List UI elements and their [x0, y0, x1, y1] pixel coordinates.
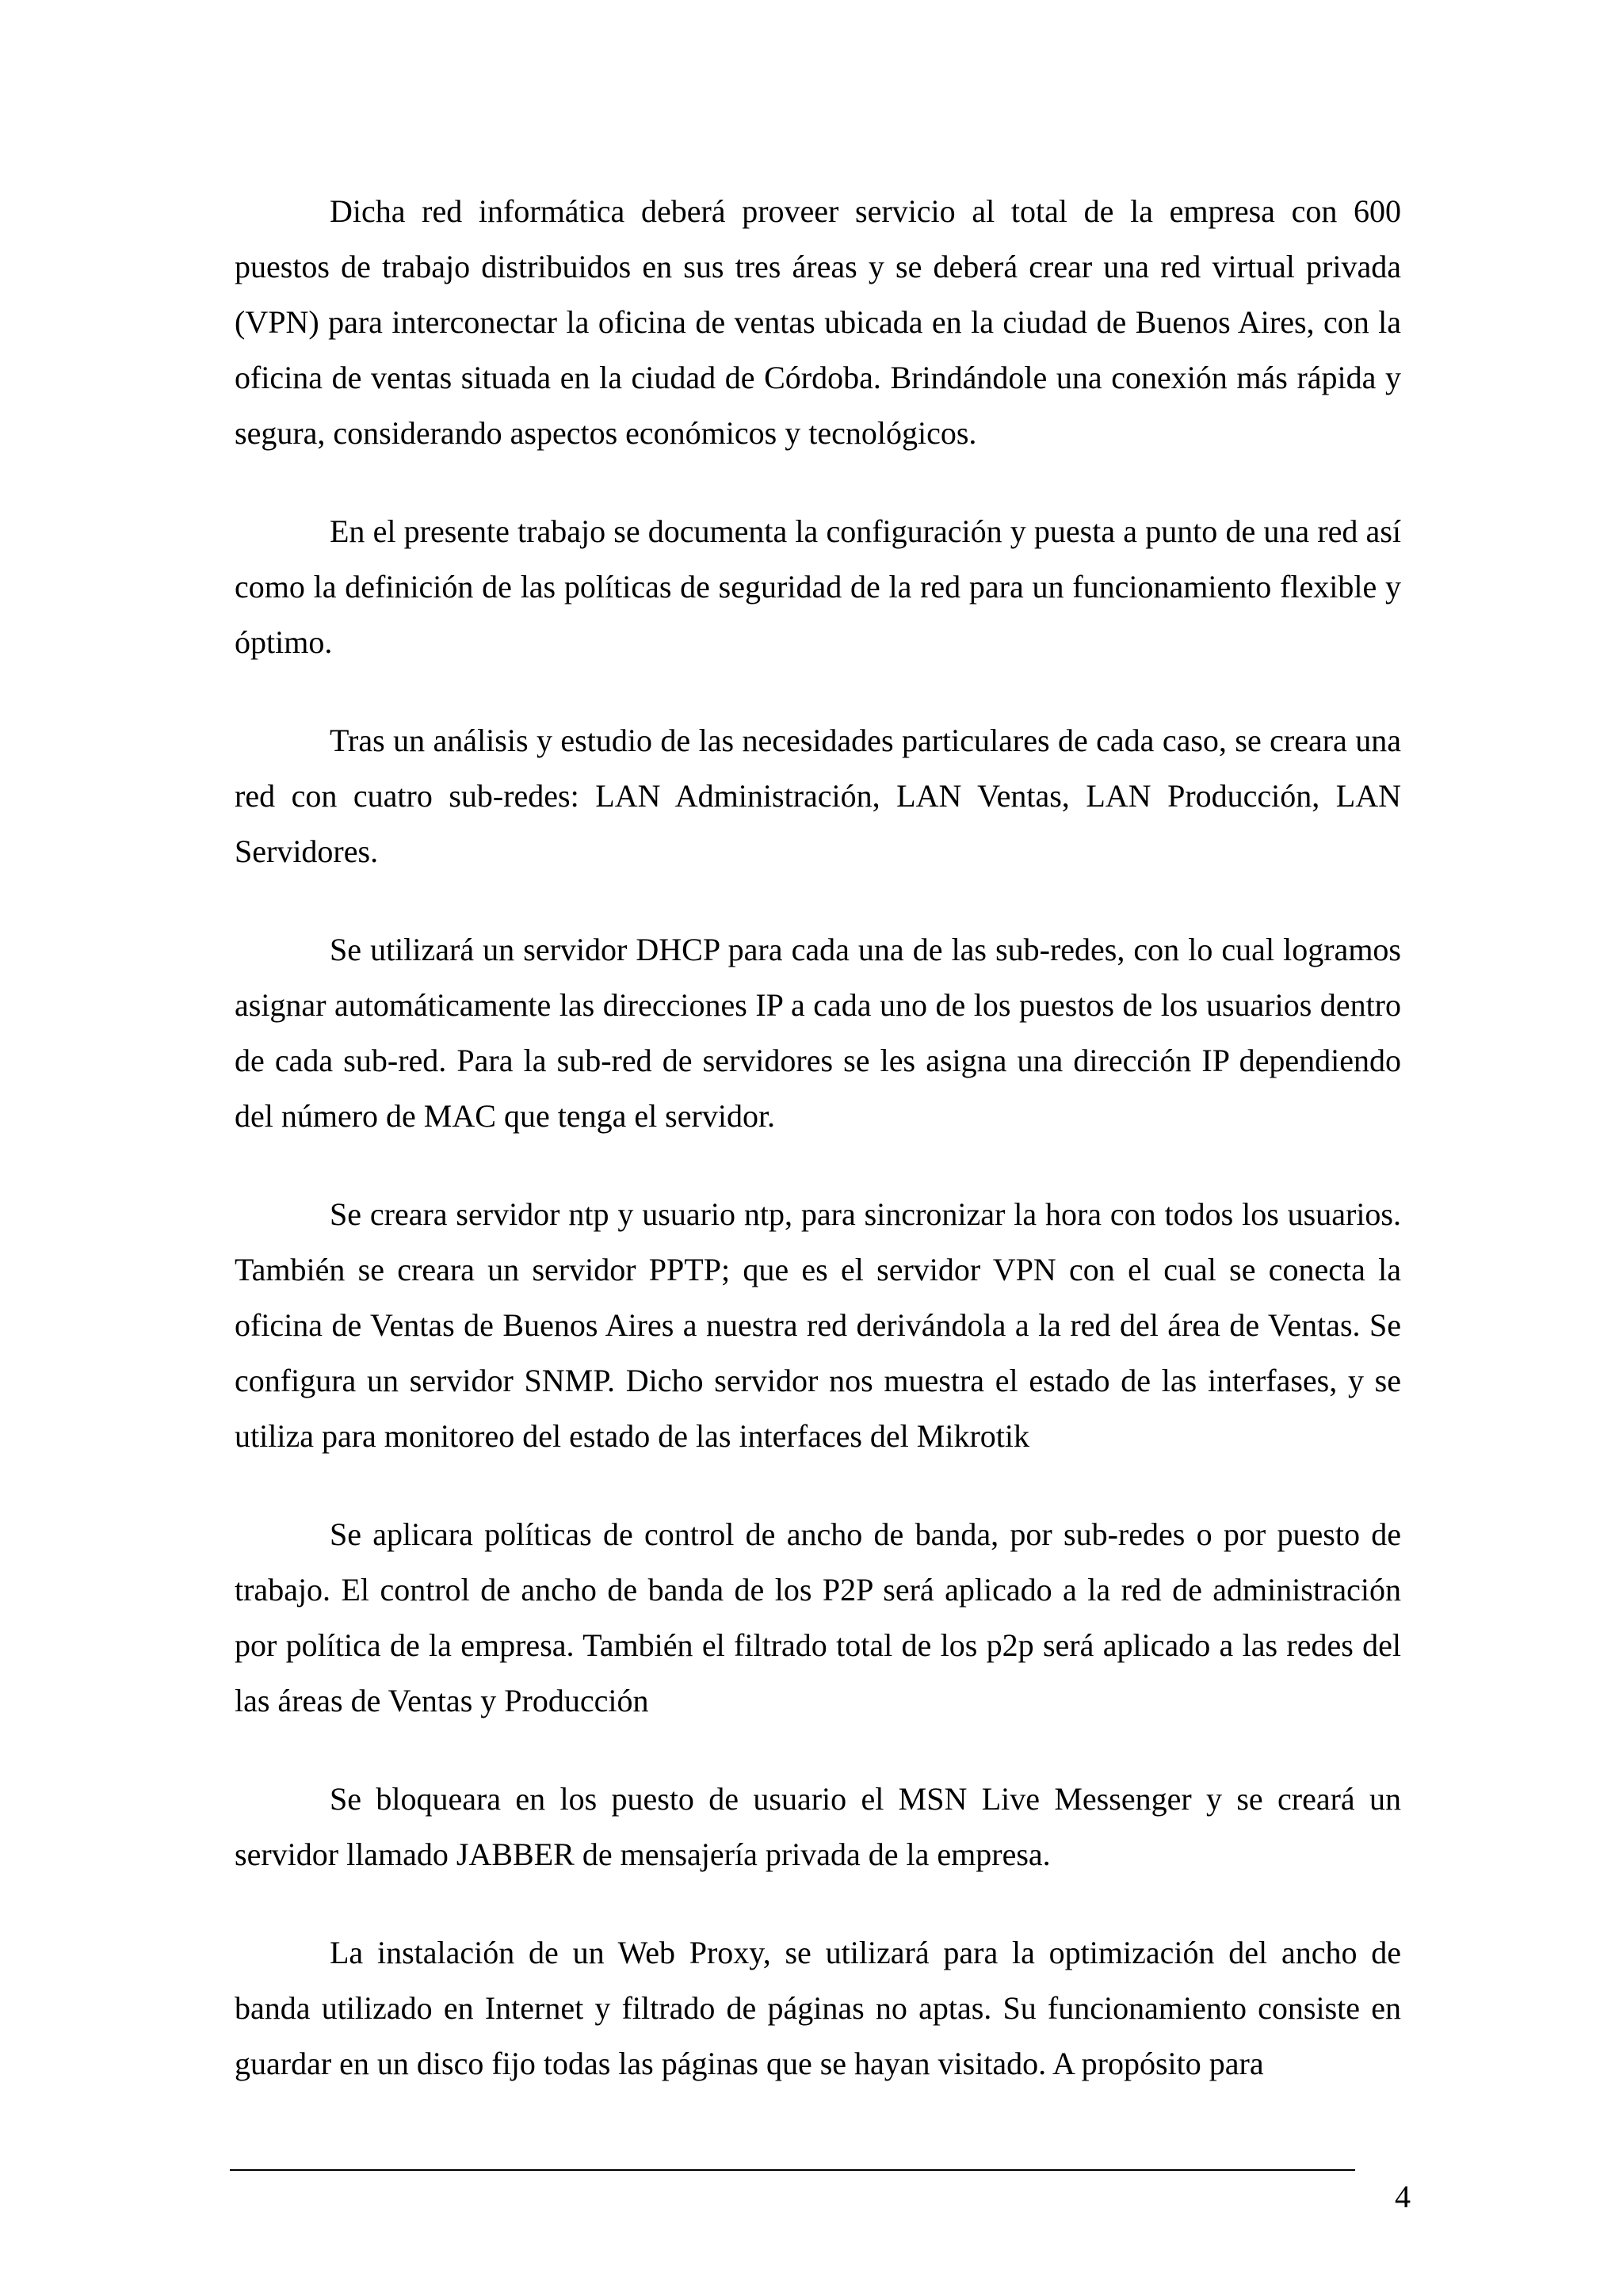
- paragraph-vpn-intro: Dicha red informática deberá proveer servicio al total de la empresa con 600 puestos de trabajo distribuidos en sus tres áreas y se deberá crear una red virtual privada (VPN) para interconectar la oficina de ventas ubicada en la ciudad de Buenos Aires, con la oficina de ventas situada en la ciudad de Córdoba. Brindándole una conexión más rápida y segura, considerando aspectos económicos y tecnológicos.: [235, 193, 1401, 451]
- paragraph-bandwidth-policy: Se aplicara políticas de control de ancho de banda, por sub-redes o por puesto de trabajo. El control de ancho de banda de los P2P será aplicado a la red de administración por política de la empresa. También el filtrado total de los p2p será aplicado a las redes del las áreas de Ventas y Producción: [235, 1516, 1401, 1718]
- paragraph-ntp-pptp-snmp: Se creara servidor ntp y usuario ntp, para sincronizar la hora con todos los usuarios. También se creara un servidor PPTP; que es el servidor VPN con el cual se conecta la oficina de Ventas de Buenos Aires a nuestra red derivándola a la red del área de Ventas. Se configura un servidor SNMP. Dicho servidor nos muestra el estado de las interfases, y se utiliza para monitoreo del estado de las interfaces del Mikrotik: [235, 1196, 1401, 1454]
- footer-rule: [230, 2169, 1355, 2171]
- paragraph-messenger-jabber: Se bloqueara en los puesto de usuario el MSN Live Messenger y se creará un servidor llamado JABBER de mensajería privada de la empresa.: [235, 1781, 1401, 1872]
- paragraph-dhcp: Se utilizará un servidor DHCP para cada una de las sub-redes, con lo cual logramos asignar automáticamente las direcciones IP a cada uno de los puestos de los usuarios dentro de cada sub-red. Para la sub-red de servidores se les asigna una dirección IP dependiendo del número de MAC que tenga el servidor.: [235, 932, 1401, 1134]
- body-text: [235, 184, 1401, 2092]
- paragraph-subnets: Tras un análisis y estudio de las necesidades particulares de cada caso, se creara una red con cuatro sub-redes: LAN Administración, LAN Ventas, LAN Producción, LAN Servidores.: [235, 723, 1401, 869]
- page-number: 4: [1395, 2179, 1411, 2214]
- paragraph-document-scope: En el presente trabajo se documenta la configuración y puesta a punto de una red así como la definición de las políticas de seguridad de la red para un funcionamiento flexible y óptimo.: [235, 513, 1401, 660]
- paragraph-web-proxy: La instalación de un Web Proxy, se utilizará para la optimización del ancho de banda utilizado en Internet y filtrado de páginas no aptas. Su funcionamiento consiste en guardar en un disco fijo todas las páginas que se hayan visitado. A propósito para: [235, 1935, 1401, 2081]
